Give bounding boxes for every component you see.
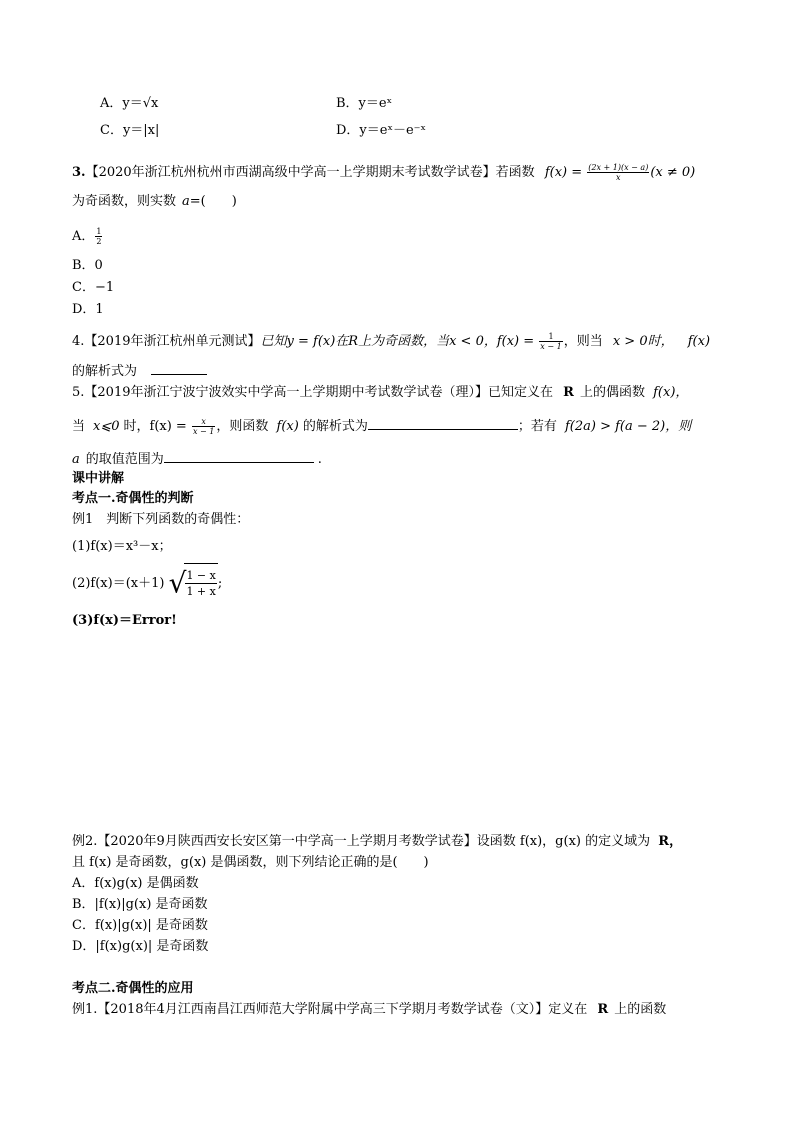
ex1-title: 例1 判断下列函数的奇偶性： bbox=[72, 512, 250, 527]
option-c: C．y＝|x| bbox=[100, 123, 160, 138]
option-b: B．y＝eˣ bbox=[336, 96, 393, 111]
ex1-item-3: (3)f(x)＝Error! bbox=[72, 613, 177, 628]
ex3-question: 例1.【2018年4月江西南昌江西师范大学附属中学高三下学期月考数学试卷（文）】定义在 R 上的函数 bbox=[72, 1002, 667, 1017]
q3-option-c: C．−1 bbox=[72, 280, 115, 295]
q3-option-d: D．1 bbox=[72, 302, 104, 317]
q3-fraction: $\frac{(2x + 1)(x - a)}{x}$ bbox=[588, 163, 649, 182]
question-4-line2: 的解析式为 bbox=[72, 362, 207, 381]
question-4: 4.【2019年浙江杭州单元测试】已知y = f(x)在R上为奇函数，当x < 0，f(x) = $\frac{1}{x - 1}$ ，则当 x > 0时， f(x) bbox=[72, 332, 711, 351]
question-5-line3: a 的取值范围为 . bbox=[72, 452, 322, 467]
answer-blank[interactable] bbox=[368, 417, 518, 430]
q3-option-a: A． $\frac{1}{2}$ bbox=[72, 227, 102, 246]
question-5: 5.【2019年浙江宁波宁波效实中学高一上学期期中考试数学试卷（理）】已知定义在 R 上的偶函数 f(x)， bbox=[72, 385, 689, 400]
option-d: D．y＝eˣ－e⁻ˣ bbox=[336, 123, 427, 138]
answer-blank[interactable] bbox=[151, 362, 207, 375]
kp1-heading: 考点一.奇偶性的判断 bbox=[72, 491, 194, 506]
ex2-option-a: A．f(x)g(x) 是偶函数 bbox=[72, 876, 199, 891]
ex2-option-b: B．|f(x)|g(x) 是奇函数 bbox=[72, 897, 208, 912]
question-3-line2: 为奇函数，则实数 a=( ) bbox=[72, 194, 237, 209]
ex2-line2: 且 f(x) 是奇函数，g(x) 是偶函数，则下列结论正确的是( ) bbox=[72, 855, 429, 870]
ex2-option-d: D．|f(x)g(x)| 是奇函数 bbox=[72, 939, 209, 954]
ex1-item-2: (2)f(x)＝(x＋1) √ $\frac{1 - x}{1 + x}$ ; bbox=[72, 563, 222, 604]
question-3: 3.【2020年浙江杭州杭州市西湖高级中学高一上学期期末考试数学试卷】若函数 f(x) = $\frac{(2x + 1)(x - a)}{x}$ (x ≠ 0) bbox=[72, 163, 696, 182]
ex1-item-1: (1)f(x)＝x³－x； bbox=[72, 539, 172, 554]
ex2-option-c: C．f(x)|g(x)| 是奇函数 bbox=[72, 918, 208, 933]
answer-blank[interactable] bbox=[164, 450, 314, 463]
kp2-heading: 考点二.奇偶性的应用 bbox=[72, 981, 194, 996]
ex2-question: 例2.【2020年9月陕西西安长安区第一中学高一上学期月考数学试卷】设函数 f(x)，g(x) 的定义域为 R， bbox=[72, 834, 683, 849]
question-5-line2: 当 x⩽0 时，f(x) = $\frac{x}{x - 1}$ ，则函数 f(x) 的解析式为 ；若有 f(2a) > f(a − 2)，则 bbox=[72, 417, 692, 436]
section-heading: 课中讲解 bbox=[72, 471, 125, 486]
option-a: A．y＝√x bbox=[100, 96, 159, 111]
q3-option-b: B．0 bbox=[72, 258, 103, 273]
